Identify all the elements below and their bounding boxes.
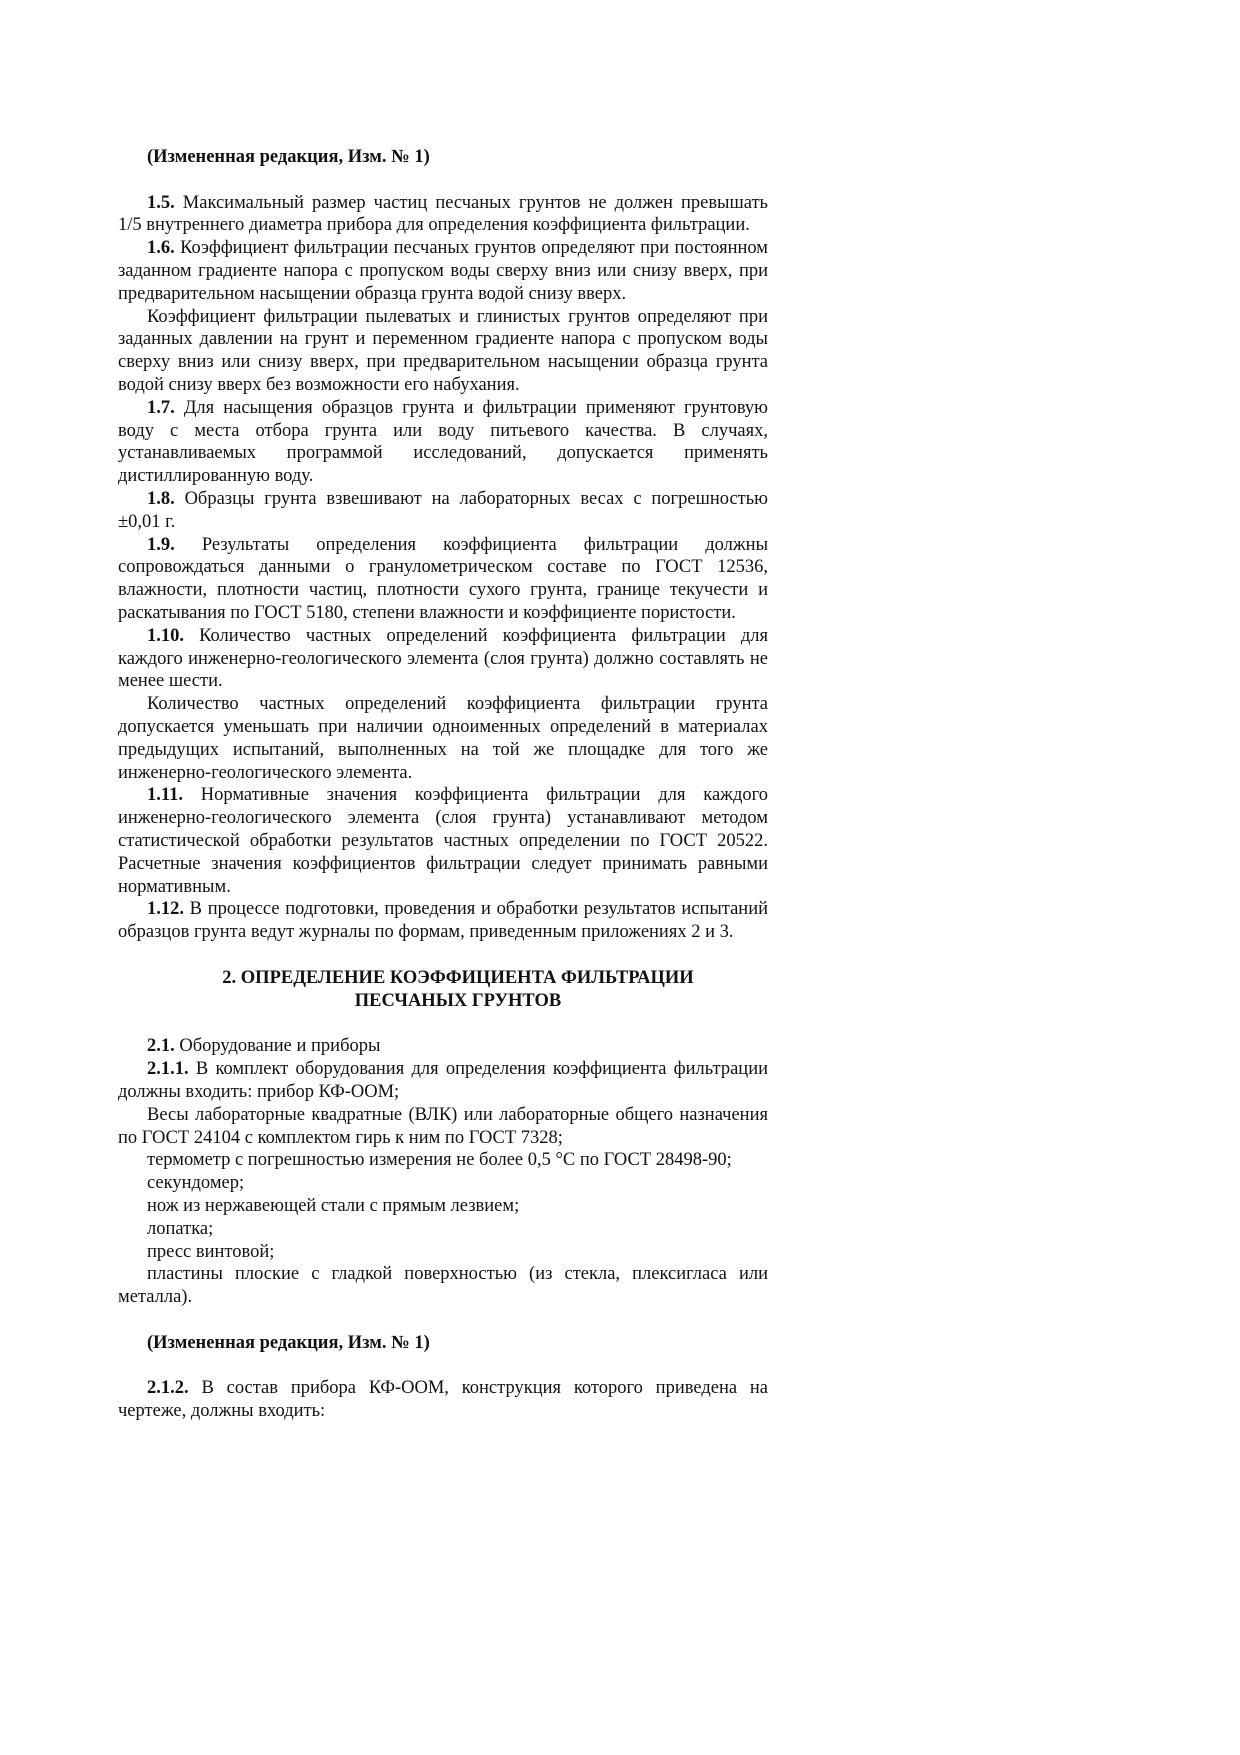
- spacer: [118, 1355, 768, 1378]
- clause-number: 1.8.: [147, 488, 175, 509]
- paragraph-text: Весы лабораторные квадратные (ВЛК) или лабораторные общего назначения по ГОСТ 24104 с комплектом гирь к ним по ГОСТ 7328;: [118, 1104, 768, 1148]
- revision-note: (Измененная редакция, Изм. № 1): [147, 147, 430, 167]
- paragraph-text: Коэффициент фильтрации пылеватых и глинистых грунтов определяют при заданных давлении на грунт и переменном градиенте напора с пропуском воды сверху вниз или снизу вверх, при предварительном насыщении образца грунта водой снизу вверх без возможности его набухания.: [118, 306, 768, 395]
- paragraph-text: нож из нержавеющей стали с прямым лезвием;: [147, 1196, 520, 1217]
- paragraph-text: пластины плоские с гладкой поверхностью (из стекла, плексигласа или металла).: [118, 1264, 768, 1308]
- paragraph: [118, 898, 768, 944]
- paragraph-text: Коэффициент фильтрации песчаных грунтов определяют при постоянном заданном градиенте напора с пропуском воды сверху вниз или снизу вверх, при предварительном насыщении образца грунта водой снизу вверх.: [118, 238, 768, 304]
- section-heading-line-2: ПЕСЧАНЫХ ГРУНТОВ: [354, 990, 562, 1011]
- paragraph-text: пресс винтовой;: [147, 1241, 275, 1262]
- paragraph: [118, 625, 768, 693]
- paragraph-text: Результаты определения коэффициента фильтрации должны сопровождаться данными о гранулометрическом составе по ГОСТ 12536, влажности, плотности частиц, плотности сухого грунта, границе текучести и раскатывания по ГОСТ 5180, степени влажности и коэффициенте пористости.: [118, 534, 768, 623]
- paragraph: [118, 397, 768, 488]
- document-page: [118, 146, 768, 1423]
- clauses-section-1: [118, 192, 768, 944]
- paragraph-text: Максимальный размер частиц песчаных грунтов не должен превышать 1/5 внутреннего диаметра прибора для определения коэффициента фильтрации.: [118, 192, 768, 236]
- clause-number: 2.1.2.: [147, 1378, 189, 1399]
- paragraph-text: Для насыщения образцов грунта и фильтрации применяют грунтовую воду с места отбора грунта или воду питьевого качества. В случаях, устанавливаемых программой исследований, допускается применять дистиллированную воду.: [118, 397, 768, 487]
- paragraph-text: В комплект оборудования для определения коэффициента фильтрации должны входить: прибор КФ-ООМ;: [118, 1059, 768, 1103]
- spacer: [118, 1013, 768, 1036]
- clause-number: 2.1.1.: [147, 1059, 189, 1080]
- spacer: [118, 1309, 768, 1332]
- paragraph: [118, 1058, 768, 1104]
- spacer: [118, 169, 768, 192]
- spacer: [118, 944, 768, 967]
- clause-number: 1.5.: [147, 192, 175, 213]
- clauses-section-2: [118, 1035, 768, 1309]
- paragraph: [118, 1195, 768, 1218]
- revision-note: (Измененная редакция, Изм. № 1): [147, 1332, 430, 1353]
- clause-number: 1.6.: [147, 238, 175, 259]
- paragraph: [118, 1149, 768, 1172]
- paragraph: [118, 306, 768, 397]
- paragraph: [118, 1172, 768, 1195]
- paragraph: [118, 488, 768, 534]
- paragraph-text: Оборудование и приборы: [174, 1036, 381, 1057]
- paragraph-text: В состав прибора КФ-ООМ, конструкция которого приведена на чертеже, должны входить:: [118, 1378, 768, 1422]
- clauses-section-3: [118, 1377, 768, 1423]
- clause-number: 1.11.: [147, 785, 183, 806]
- clause-number: 1.12.: [147, 899, 184, 920]
- paragraph: [118, 1263, 768, 1309]
- paragraph: [118, 693, 768, 784]
- clause-number: 1.9.: [147, 534, 175, 555]
- paragraph: [118, 1104, 768, 1150]
- paragraph-text: Образцы грунта взвешивают на лабораторных весах с погрешностью ±0,01 г.: [118, 488, 768, 532]
- clause-number: 1.10.: [147, 625, 184, 646]
- paragraph: [118, 1218, 768, 1241]
- paragraph-text: В процессе подготовки, проведения и обработки результатов испытаний образцов грунта ведут журналы по формам, приведенным приложениях 2 и 3.: [118, 899, 768, 943]
- paragraph-text: секундомер;: [147, 1173, 245, 1194]
- paragraph-text: Нормативные значения коэффициента фильтрации для каждого инженерно-геологического элемента (слоя грунта) устанавливают методом статистической обработки результатов частных определении по ГОСТ 20522. Расчетные значения коэффициентов фильтрации следует принимать равными нормативным.: [118, 785, 768, 897]
- paragraph: [118, 237, 768, 305]
- paragraph: [118, 1377, 768, 1423]
- paragraph: [118, 1035, 768, 1058]
- paragraph-text: термометр с погрешностью измерения не более 0,5 °С по ГОСТ 28498-90;: [147, 1150, 732, 1171]
- paragraph: [118, 1241, 768, 1264]
- paragraph: [118, 534, 768, 625]
- paragraph: [118, 192, 768, 238]
- section-heading: [118, 967, 768, 1013]
- section-heading-line-1: 2. ОПРЕДЕЛЕНИЕ КОЭФФИЦИЕНТА ФИЛЬТРАЦИИ: [222, 967, 694, 988]
- paragraph: [118, 784, 768, 898]
- paragraph-text: Количество частных определений коэффициента фильтрации для каждого инженерно-геологического элемента (слоя грунта) должно составлять не менее шести.: [118, 625, 768, 692]
- paragraph-text: лопатка;: [147, 1218, 214, 1239]
- clause-number: 1.7.: [147, 397, 175, 418]
- clause-number: 2.1.: [147, 1036, 175, 1057]
- paragraph-text: Количество частных определений коэффициента фильтрации грунта допускается уменьшать при наличии одноименных определений в материалах предыдущих испытаний, выполненных на той же площадке для того же инженерно-геологического элемента.: [118, 694, 768, 783]
